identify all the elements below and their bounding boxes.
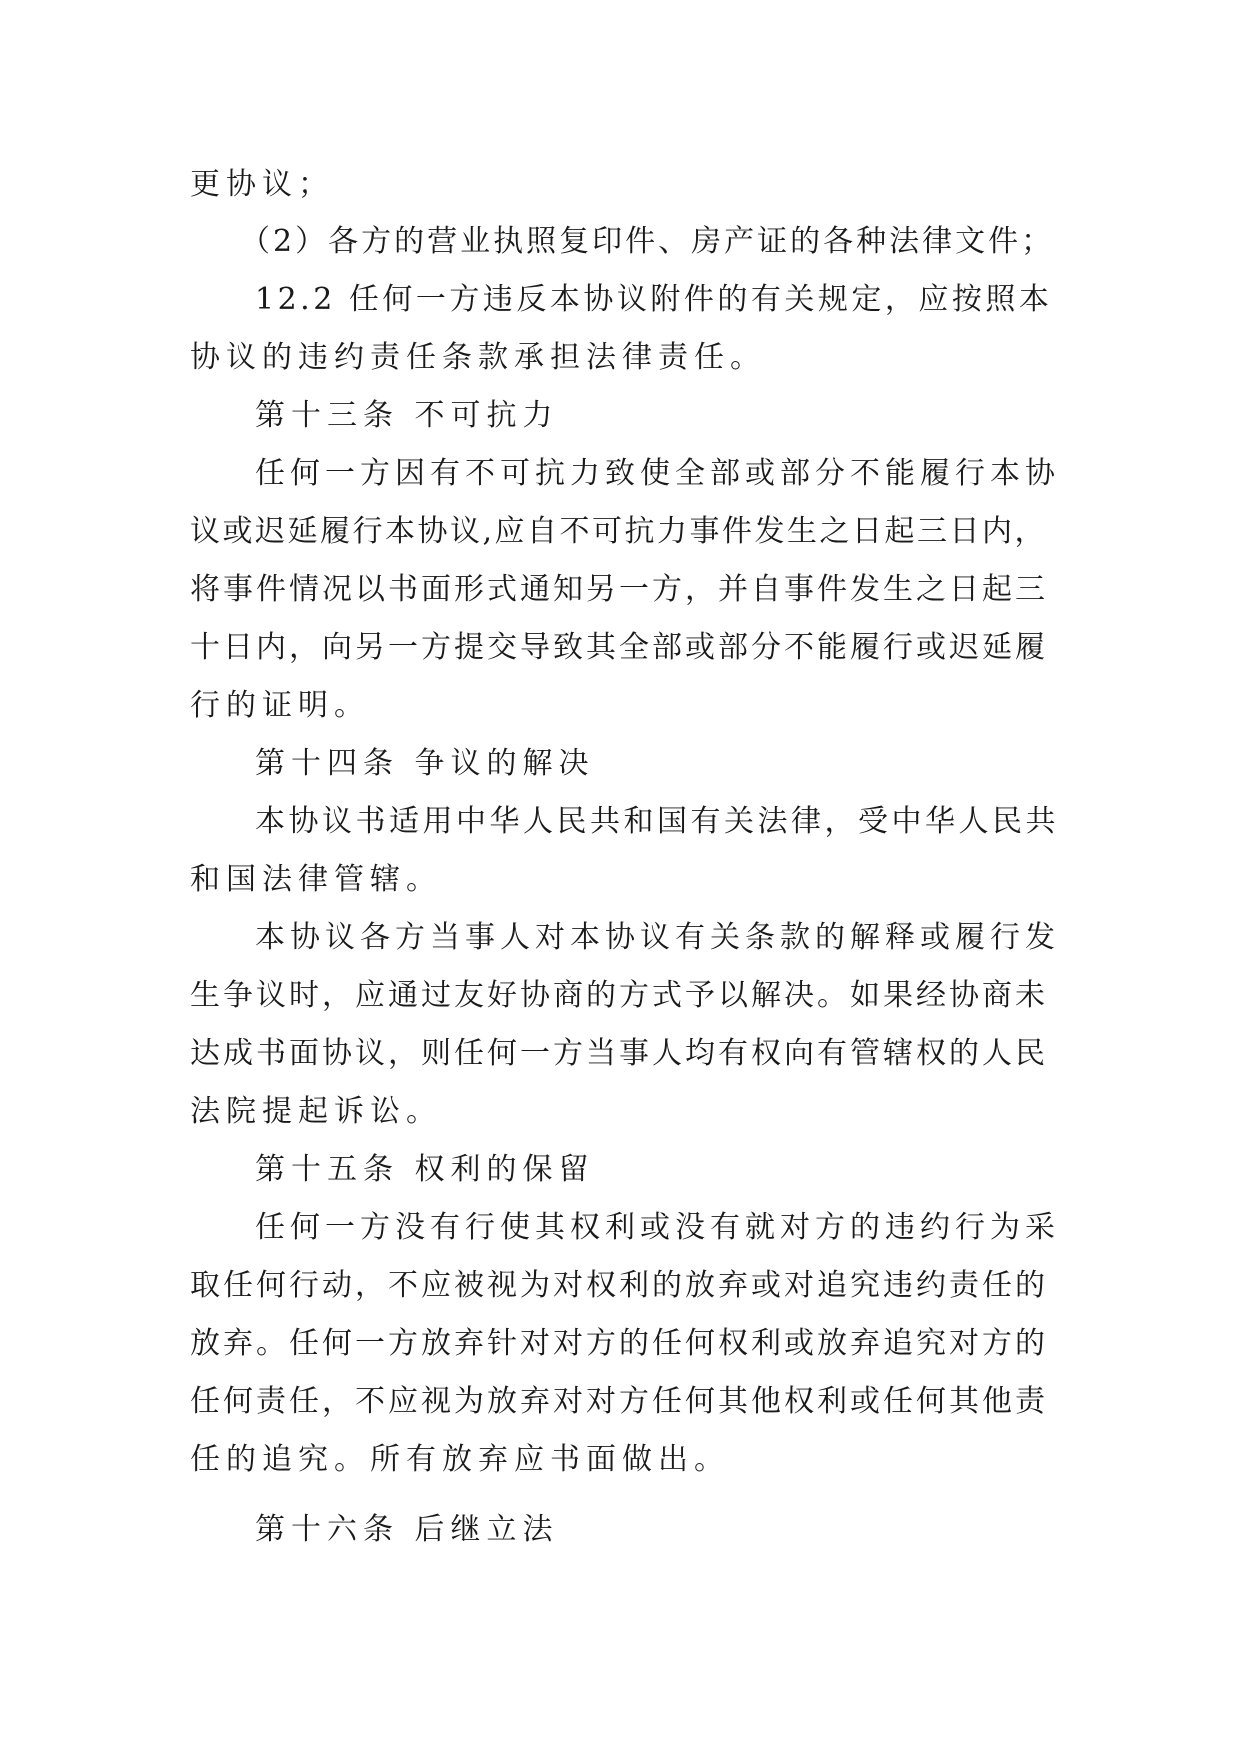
text-line: 十日内，向另一方提交导致其全部或部分不能履行或迟延履 — [190, 630, 1048, 665]
section-heading: 第十六条 后继立法 — [255, 1512, 559, 1547]
text-line: （2）各方的营业执照复印件、房产证的各种法律文件； — [240, 224, 1055, 259]
section-heading: 第十五条 权利的保留 — [255, 1152, 595, 1187]
text-line: 协议的违约责任条款承担法律责任。 — [190, 340, 766, 375]
section-heading: 第十三条 不可抗力 — [255, 398, 559, 433]
text-line: 议或迟延履行本协议,应自不可抗力事件发生之日起三日内， — [190, 514, 1048, 549]
text-line: 更协议； — [190, 167, 334, 202]
text-line: 和国法律管辖。 — [190, 862, 442, 897]
text-line: 将事件情况以书面形式通知另一方，并自事件发生之日起三 — [190, 572, 1048, 607]
text-line: 法院提起诉讼。 — [190, 1094, 442, 1129]
text-line: 本协议书适用中华人民共和国有关法律，受中华人民共 — [255, 804, 1059, 839]
text-line: 12.2 任何一方违反本协议附件的有关规定，应按照本 — [255, 282, 1053, 317]
section-heading: 第十四条 争议的解决 — [255, 746, 595, 781]
text-line: 取任何行动，不应被视为对权利的放弃或对追究违约责任的 — [190, 1268, 1048, 1303]
text-line: 任的追究。所有放弃应书面做出。 — [190, 1442, 730, 1477]
text-line: 本协议各方当事人对本协议有关条款的解释或履行发 — [255, 920, 1060, 955]
text-line: 生争议时，应通过友好协商的方式予以解决。如果经协商未 — [190, 978, 1048, 1013]
text-line: 任何一方没有行使其权利或没有就对方的违约行为采 — [255, 1210, 1060, 1245]
text-line: 任何责任，不应视为放弃对对方任何其他权利或任何其他责 — [190, 1384, 1048, 1419]
text-line: 行的证明。 — [190, 688, 370, 723]
text-line: 放弃。任何一方放弃针对对方的任何权利或放弃追究对方的 — [190, 1326, 1048, 1361]
text-line: 任何一方因有不可抗力致使全部或部分不能履行本协 — [255, 456, 1060, 491]
text-line: 达成书面协议，则任何一方当事人均有权向有管辖权的人民 — [190, 1036, 1048, 1071]
